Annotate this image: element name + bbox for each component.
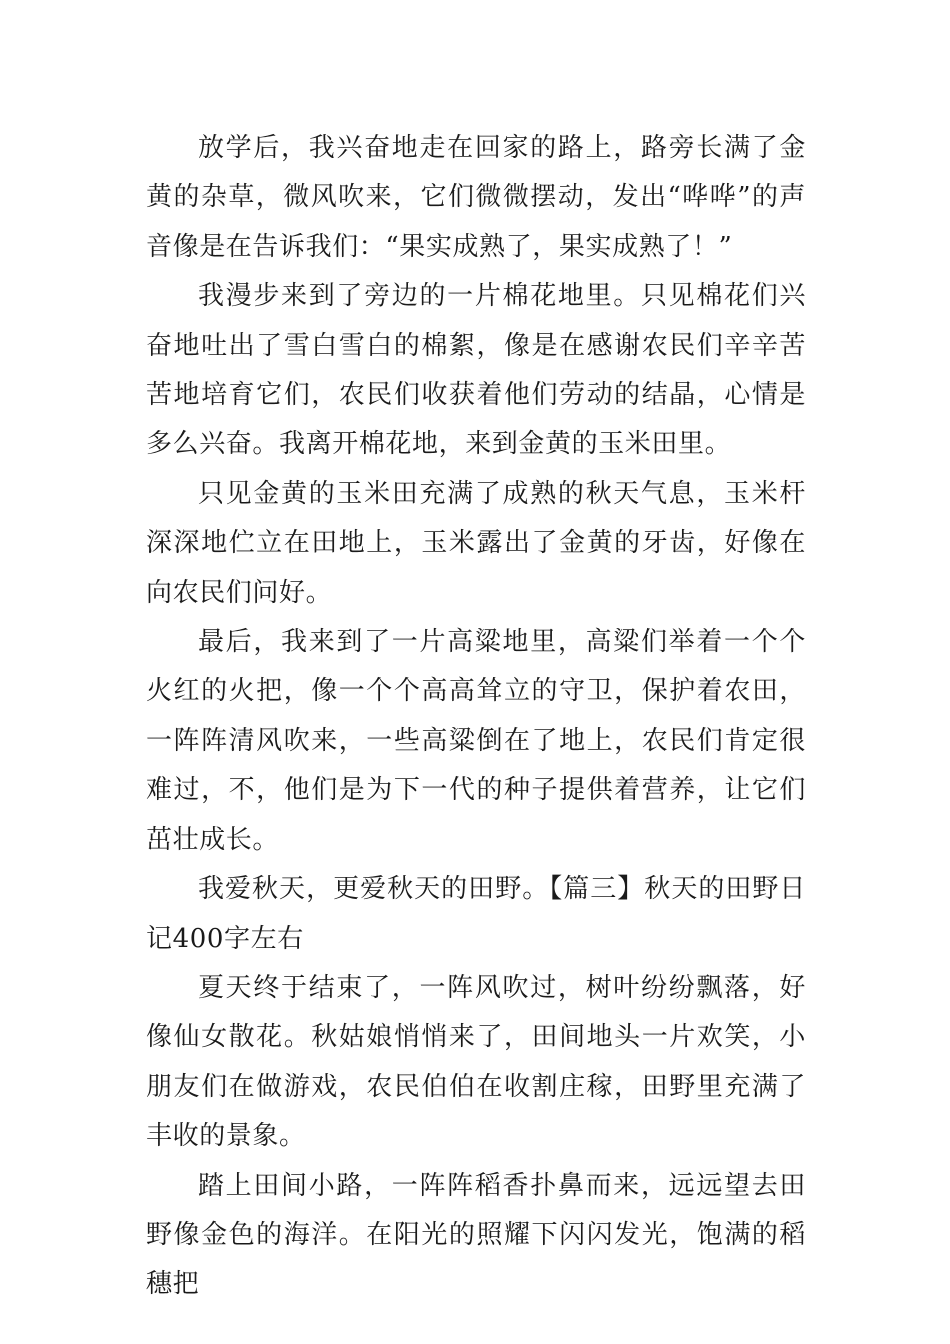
paragraph: 夏天终于结束了，一阵风吹过，树叶纷纷飘落，好像仙女散花。秋姑娘悄悄来了，田间地头一片欢笑，小朋友们在做游戏，农民伯伯在收割庄稼，田野里充满了丰收的景象。 — [146, 972, 806, 1152]
paragraph: 踏上田间小路，一阵阵稻香扑鼻而来，远远望去田野像金色的海洋。在阳光的照耀下闪闪发光，饱满的稻穗把 — [146, 1170, 806, 1300]
paragraph: 最后，我来到了一片高粱地里，高粱们举着一个个火红的火把，像一个个高高耸立的守卫，保护着农田，一阵阵清风吹来，一些高粱倒在了地上，农民们肯定很难过，不，他们是为下一代的种子提供着营养，让它们茁壮成长。 — [146, 627, 806, 855]
paragraph: 放学后，我兴奋地走在回家的路上，路旁长满了金黄的杂草，微风吹来，它们微微摆动，发出“哗哗”的声音像是在告诉我们：“果实成熟了，果实成熟了！” — [146, 133, 806, 262]
document-body — [146, 124, 806, 1310]
paragraph: 我漫步来到了旁边的一片棉花地里。只见棉花们兴奋地吐出了雪白雪白的棉絮，像是在感谢农民们辛辛苦苦地培育它们，农民们收获着他们劳动的结晶，心情是多么兴奋。我离开棉花地，来到金黄的玉米田里。 — [146, 281, 806, 460]
paragraph: 只见金黄的玉米田充满了成熟的秋天气息，玉米杆深深地伫立在田地上，玉米露出了金黄的牙齿，好像在向农民们问好。 — [146, 478, 806, 608]
paragraph: 我爱秋天，更爱秋天的田野。【篇三】秋天的田野日记400字左右 — [146, 874, 806, 954]
